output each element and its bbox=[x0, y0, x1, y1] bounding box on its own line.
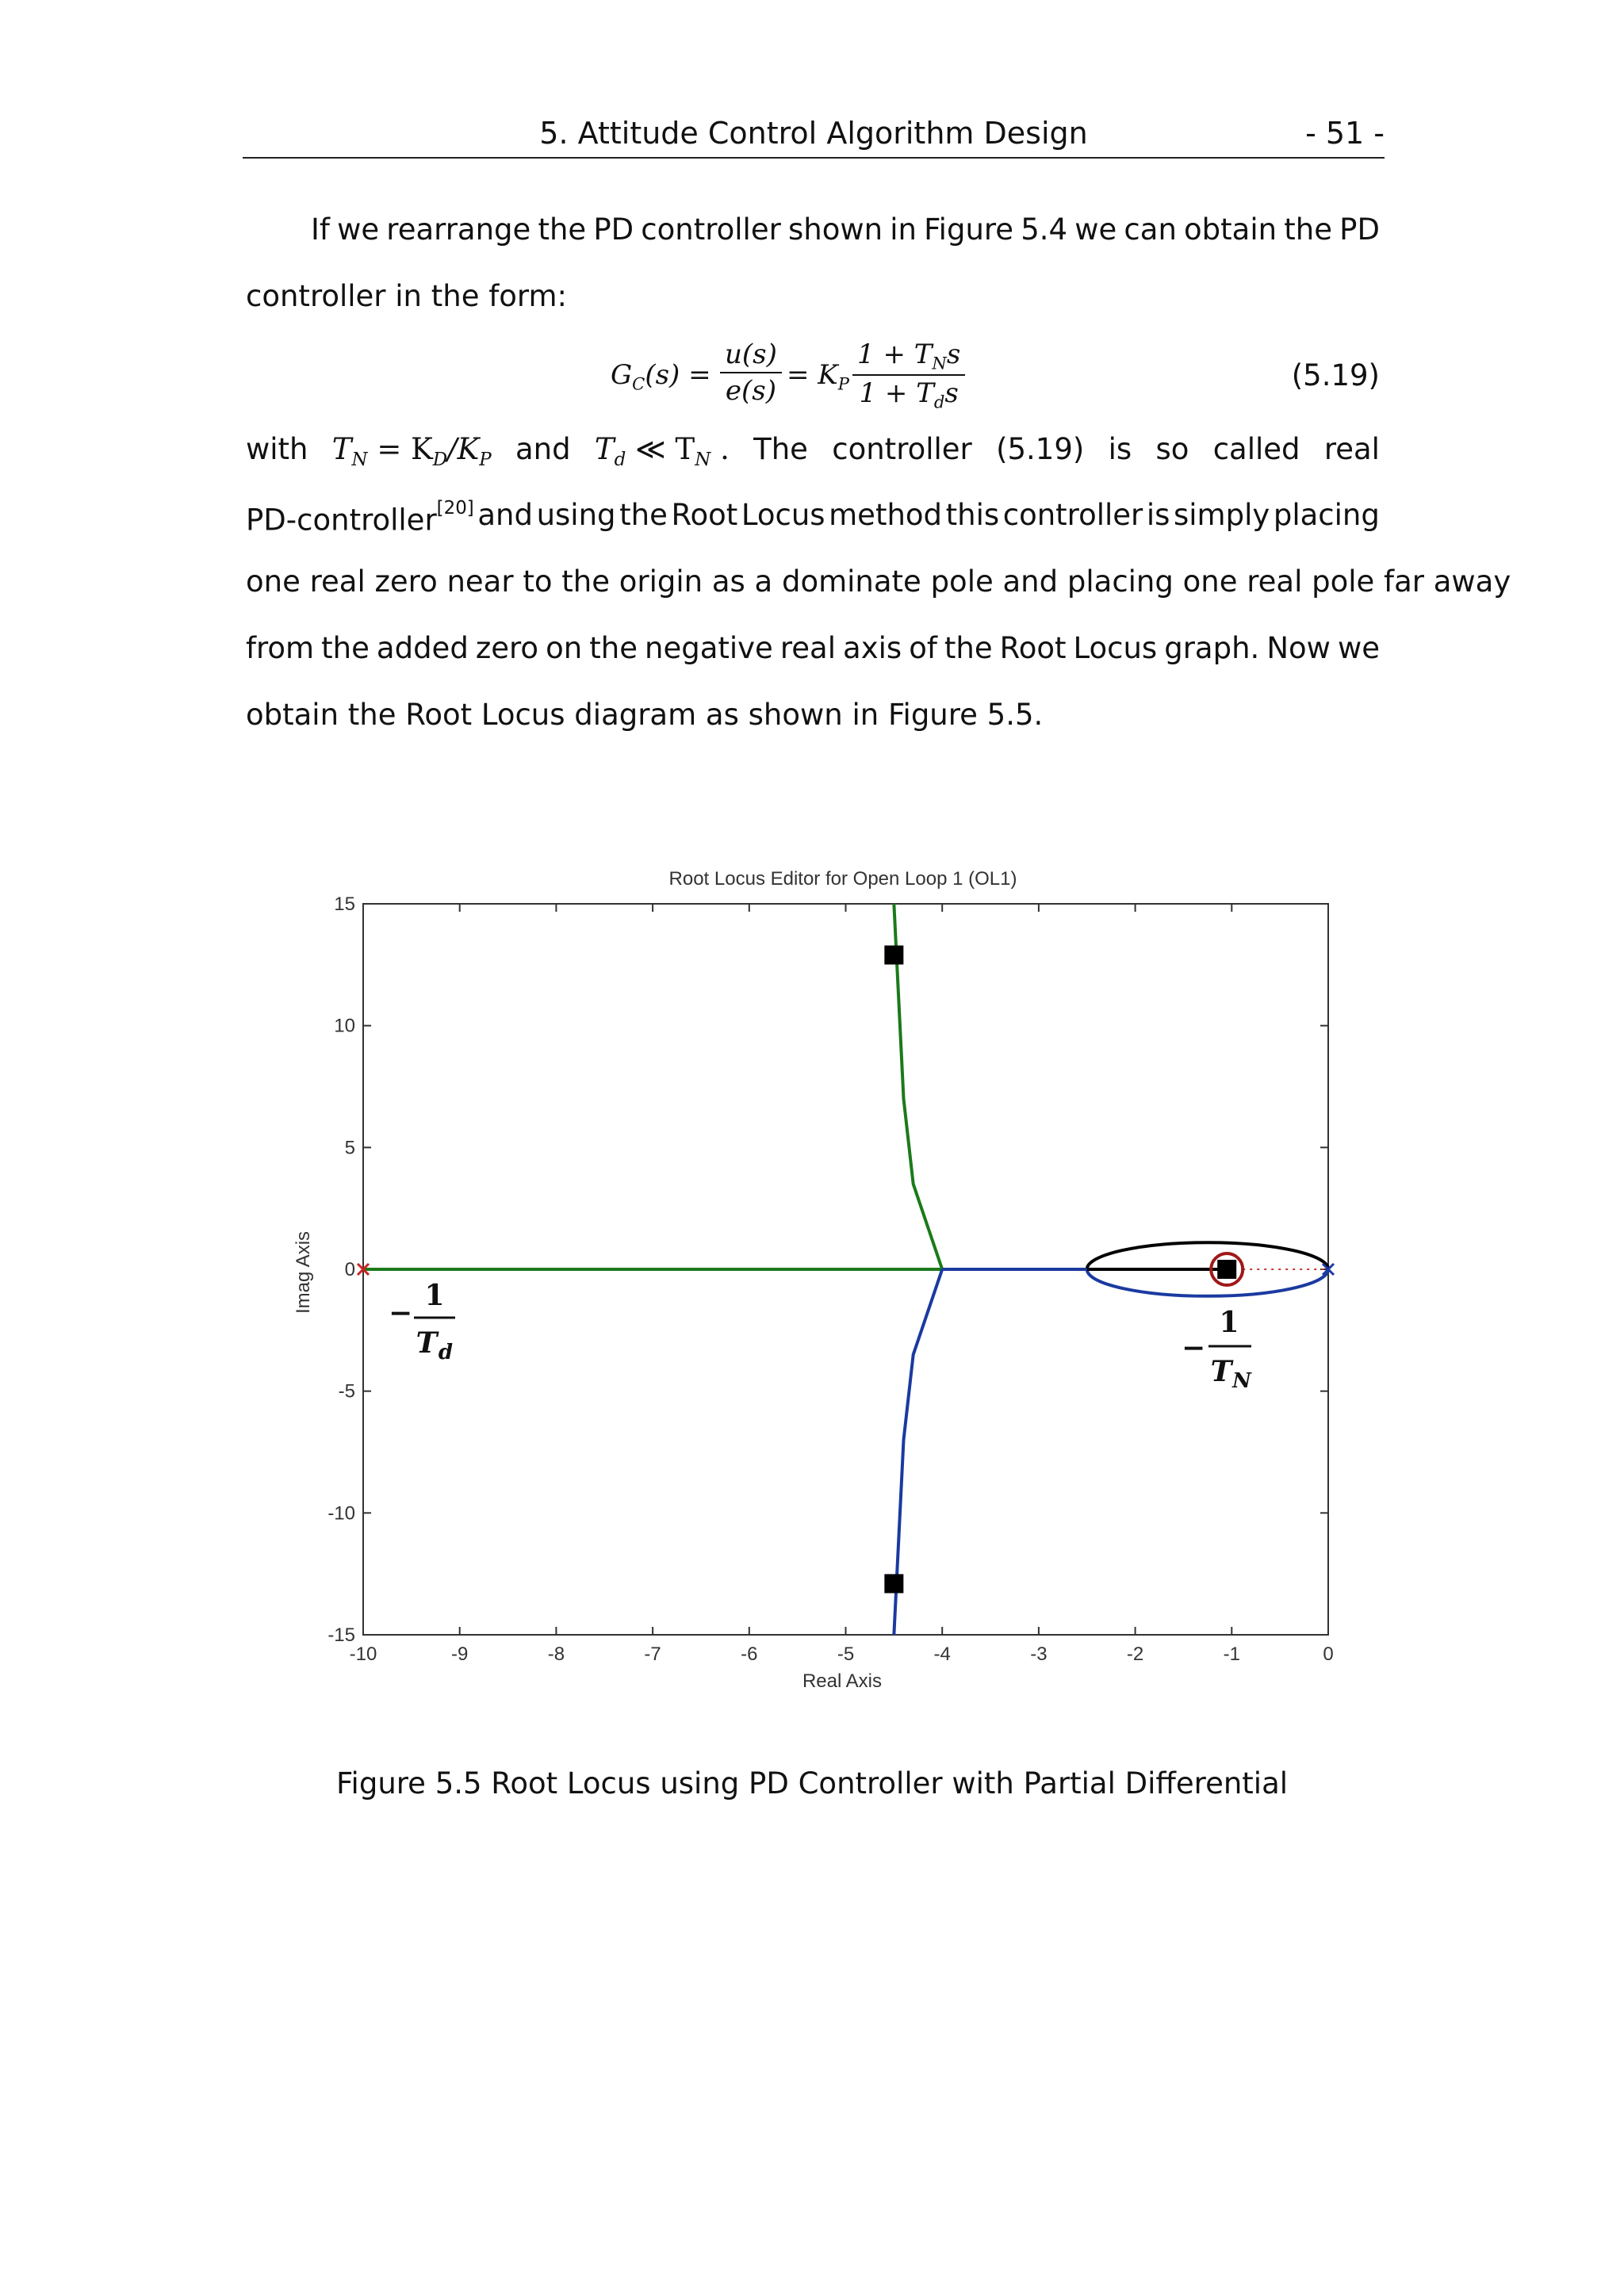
eq-frac2-den: 1 + T bbox=[859, 377, 934, 410]
eq-kp-sub: P bbox=[837, 373, 849, 394]
x-tick-label: -6 bbox=[741, 1644, 758, 1665]
math-tn-kd-kp: $T_N = K_D/K_P$ bbox=[331, 432, 492, 471]
para2-line1-word: controller bbox=[832, 432, 972, 466]
para2-line2-word: method bbox=[829, 498, 943, 532]
para2-line4-word: the bbox=[321, 631, 370, 665]
citation-ref: [20] bbox=[436, 498, 474, 519]
para1-line1-word: obtain bbox=[1184, 212, 1277, 247]
para2-line4-word: real bbox=[779, 631, 836, 665]
eq-kp: = K bbox=[787, 359, 838, 391]
para2-line2-word: is bbox=[1146, 498, 1170, 532]
para2-line2-word: controller bbox=[1002, 498, 1143, 532]
annotation-right-den: T bbox=[1210, 1355, 1232, 1388]
y-tick-label: -5 bbox=[338, 1380, 355, 1402]
para1-line1-word: If bbox=[311, 212, 330, 247]
para1-line1-word: rearrange bbox=[386, 212, 531, 247]
y-tick-label: 10 bbox=[334, 1015, 355, 1037]
header-title: 5. Attitude Control Algorithm Design bbox=[539, 116, 1088, 151]
eq-frac2-den-sub: d bbox=[933, 392, 945, 412]
para1-line1-word: Figure bbox=[924, 212, 1014, 247]
para2-line4-word: from bbox=[246, 631, 315, 665]
para2-line1-word: so bbox=[1155, 432, 1189, 466]
para2-line1-word: is bbox=[1108, 432, 1132, 466]
annotation-right-num: 1 bbox=[1219, 1306, 1239, 1339]
x-tick-label: -7 bbox=[644, 1644, 661, 1665]
para2-line4-word: Locus bbox=[1073, 631, 1158, 665]
para2-line4-word: Root bbox=[999, 631, 1067, 665]
para1-line1-word: the bbox=[538, 212, 587, 247]
para2-line2-word: Locus bbox=[741, 498, 825, 532]
para1-line1-word: can bbox=[1124, 212, 1177, 247]
x-tick-label: -10 bbox=[349, 1644, 377, 1665]
annotation-minus-right: − bbox=[1182, 1331, 1206, 1364]
closed-loop-pole-marker bbox=[884, 946, 903, 965]
para1-line1-word: we bbox=[1074, 212, 1117, 247]
para2-line4-word: the bbox=[589, 631, 638, 665]
para2-line2-word: placing bbox=[1273, 498, 1380, 532]
page-number: - 51 - bbox=[1305, 116, 1385, 151]
x-tick-label: -8 bbox=[547, 1644, 565, 1665]
eq-lhs-sub: C bbox=[632, 373, 645, 394]
para1-line1-word: PD bbox=[593, 212, 634, 247]
annotation-left-den-sub: d bbox=[438, 1341, 454, 1364]
eq-frac2-num-end: s bbox=[946, 339, 961, 370]
para1-line1-word: 5.4 bbox=[1021, 212, 1068, 247]
para2-line2-word: this bbox=[945, 498, 1000, 532]
x-axis-label: Real Axis bbox=[802, 1670, 883, 1692]
para1-line1-word: we bbox=[337, 212, 380, 247]
para1-line2: controller in the form: bbox=[246, 279, 567, 313]
y-axis-label: Imag Axis bbox=[293, 1230, 314, 1314]
para2-line4-word: the bbox=[944, 631, 993, 665]
para2-line2-word: using bbox=[536, 498, 616, 532]
annotation-right-den-sub: N bbox=[1232, 1369, 1251, 1393]
para2-line4-word: on bbox=[546, 631, 583, 665]
equation-number: (5.19) bbox=[1291, 358, 1380, 392]
word-pd-controller: PD-controller[20] bbox=[246, 498, 474, 538]
x-tick-label: -5 bbox=[837, 1644, 855, 1665]
para2-line4-word: graph. bbox=[1164, 631, 1260, 665]
para2-line4-word: we bbox=[1337, 631, 1380, 665]
para2-line2-word: and bbox=[477, 498, 533, 532]
closed-loop-pole-marker bbox=[884, 1574, 903, 1593]
eq-lhs: G bbox=[611, 359, 633, 391]
math-td-ll-tn: $T_d$ ≪ $T_N$ . bbox=[594, 432, 730, 471]
y-tick-label: 15 bbox=[334, 894, 355, 915]
para1-line1-word: shown bbox=[787, 212, 883, 247]
para2-line1-word: called bbox=[1212, 432, 1300, 466]
para2-line1-word: (5.19) bbox=[996, 432, 1085, 466]
eq-frac1-den: e(s) bbox=[725, 375, 776, 407]
para1-line1-word: in bbox=[890, 212, 917, 247]
para2-line4-word: negative bbox=[645, 631, 773, 665]
para1-line1-word: PD bbox=[1339, 212, 1380, 247]
para2-line4-word: zero bbox=[475, 631, 539, 665]
x-tick-label: -9 bbox=[451, 1644, 469, 1665]
eq-frac2-num: 1 + T bbox=[857, 339, 933, 370]
para2-line3: one real zero near to the origin as a dominate pole and placing one real pole far away bbox=[246, 564, 1511, 599]
para2-line5: obtain the Root Locus diagram as shown in Figure 5.5. bbox=[246, 698, 1044, 732]
x-tick-label: -2 bbox=[1126, 1644, 1144, 1665]
annotation-minus-left: − bbox=[389, 1296, 413, 1330]
para1-line1-word: the bbox=[1284, 212, 1332, 247]
para1-line1-word: controller bbox=[641, 212, 781, 247]
figure-caption: Figure 5.5 Root Locus using PD Controller with Partial Differential bbox=[335, 1766, 1289, 1800]
para2-line4-word: Now bbox=[1266, 631, 1331, 665]
annotation-left-num: 1 bbox=[424, 1279, 445, 1312]
x-tick-label: -1 bbox=[1223, 1644, 1240, 1665]
x-tick-label: -4 bbox=[933, 1644, 951, 1665]
y-tick-label: -15 bbox=[327, 1624, 355, 1646]
y-tick-label: 0 bbox=[344, 1259, 355, 1280]
para2-line4-word: of bbox=[909, 631, 937, 665]
word-with: with bbox=[246, 432, 308, 466]
eq-frac2-num-sub: N bbox=[932, 353, 947, 373]
y-tick-label: 5 bbox=[344, 1137, 355, 1159]
para2-line4-word: added bbox=[376, 631, 469, 665]
para2-line2-word: simply bbox=[1174, 498, 1270, 532]
para2-line2-word: the bbox=[619, 498, 668, 532]
closed-loop-pole-marker bbox=[1217, 1260, 1236, 1279]
eq-frac2-den-end: s bbox=[944, 377, 959, 410]
para2-line2-word: Root bbox=[671, 498, 738, 532]
para2-line1-word: The bbox=[753, 432, 808, 466]
eq-frac1-num: u(s) bbox=[720, 339, 782, 373]
x-tick-label: 0 bbox=[1323, 1644, 1334, 1665]
x-tick-label: -3 bbox=[1030, 1644, 1048, 1665]
word-and: and bbox=[515, 432, 571, 466]
eq-lhs-arg: (s) = bbox=[645, 359, 711, 391]
y-tick-label: -10 bbox=[327, 1502, 355, 1525]
annotation-left-den: T bbox=[416, 1326, 438, 1360]
para2-line4-word: axis bbox=[843, 631, 902, 665]
chart-title: Root Locus Editor for Open Loop 1 (OL1) bbox=[668, 868, 1017, 890]
para2-line1-word: real bbox=[1323, 432, 1380, 466]
